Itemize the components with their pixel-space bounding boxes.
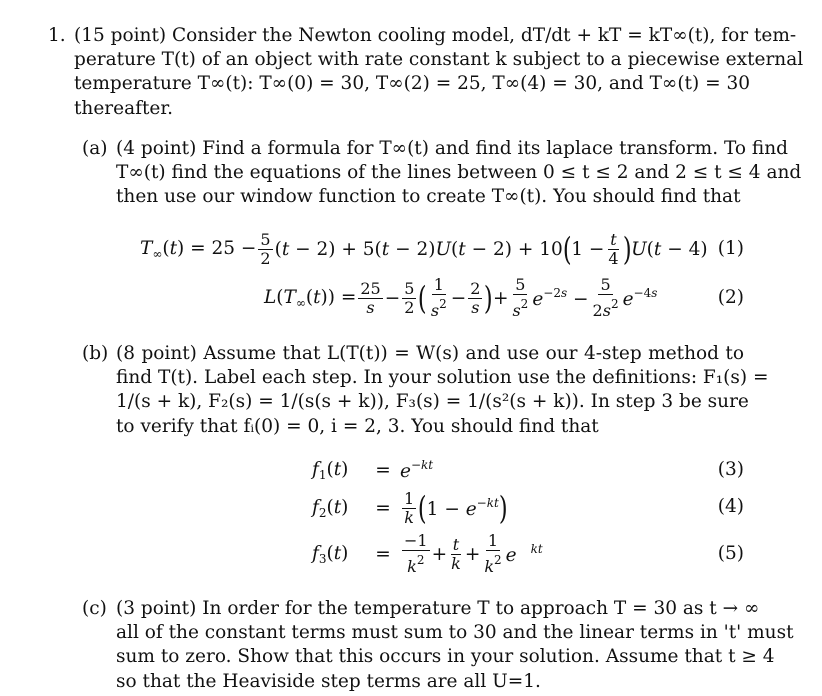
part-a-line-1: (4 point) Find a formula for T∞(t) and find its laplace transform. To find: [116, 138, 788, 159]
equation-3-number: (3): [717, 459, 744, 480]
problem-intro: [74, 24, 804, 121]
problem-number: 1.: [48, 25, 66, 46]
part-a-line-2: T∞(t) find the equations of the lines between 0 ≤ t ≤ 2 and 2 ≤ t ≤ 4 and: [116, 162, 802, 184]
part-b-label: (b): [82, 343, 109, 364]
part-c-line-4: so that the Heaviside step terms are all U=1.: [116, 670, 541, 692]
part-c-label: (c): [82, 598, 107, 619]
part-b-line-1: (8 point) Assume that L(T(t)) = W(s) and use our 4-step method to: [116, 343, 744, 364]
equation-1: $T_\infty(t) = 25$ − $\frac{5}{2}$ (t − 2) + 5(t − 2)U(t − 2) + 10 ( 1 − $\frac{t}{4}$ ) U(t − 4): [140, 229, 708, 268]
part-c-line-3: sum to zero. Show that this occurs in your solution. Assume that t ≥ 4: [116, 646, 775, 668]
intro-line-3: temperature T∞(t): T∞(0) = 30, T∞(2) = 25, T∞(4) = 30, and T∞(t) = 30: [74, 73, 750, 95]
equation-2-number: (2): [717, 287, 744, 308]
equation-5-number: (5): [717, 543, 744, 564]
part-c-text: [116, 597, 794, 694]
part-b-text: [116, 342, 769, 439]
part-b-line-3: 1/(s + k), F₂(s) = 1/(s(s + k)), F₃(s) = 1/(s²(s + k)). In step 3 be sure: [116, 391, 749, 413]
part-a-line-3: then use our window function to create T∞(t). You should find that: [116, 186, 741, 208]
part-a-label: (a): [82, 138, 108, 159]
equation-2: $L(T_\infty(t))$ = $\frac{25}{s}$ − $\frac{5}{2}$ ( $\frac{1}{s^2}$ − $\frac{2}{s}$ ) + $\frac{5}{s^2}$ $e^{-2s}$ − $\frac{5}{2s^2}$ $e^{-4s}$: [264, 275, 658, 320]
equation-3: $f_1(t)$ = $e^{-kt}$: [312, 458, 434, 482]
intro-line-1: (15 point) Consider the Newton cooling model, dT/dt + kT = kT∞(t), for tem-: [74, 25, 797, 46]
part-c-line-2: all of the constant terms must sum to 30 and the linear terms in 't' must: [116, 622, 794, 644]
intro-line-2: perature T(t) of an object with rate constant k subject to a piecewise external: [74, 49, 804, 71]
intro-line-4: thereafter.: [74, 97, 174, 119]
part-a-text: [116, 137, 802, 210]
equation-4-number: (4): [717, 496, 744, 517]
equation-4: $f_2(t)$ = $\frac{1}{k}$ ( $1 - e^{-kt}$ ): [312, 488, 508, 527]
equation-1-number: (1): [717, 238, 744, 259]
part-b-line-4: to verify that fᵢ(0) = 0, i = 2, 3. You should find that: [116, 415, 599, 437]
part-c-line-1: (3 point) In order for the temperature T to approach T = 30 as t → ∞: [116, 598, 760, 619]
equation-5: $f_3(t)$ = $\frac{-1}{k^2}$ + $\frac{t}{k}$ + $\frac{1}{k^2}$ e $^{kt}$: [312, 531, 543, 576]
part-b-line-2: find T(t). Label each step. In your solution use the definitions: F₁(s) =: [116, 367, 769, 389]
